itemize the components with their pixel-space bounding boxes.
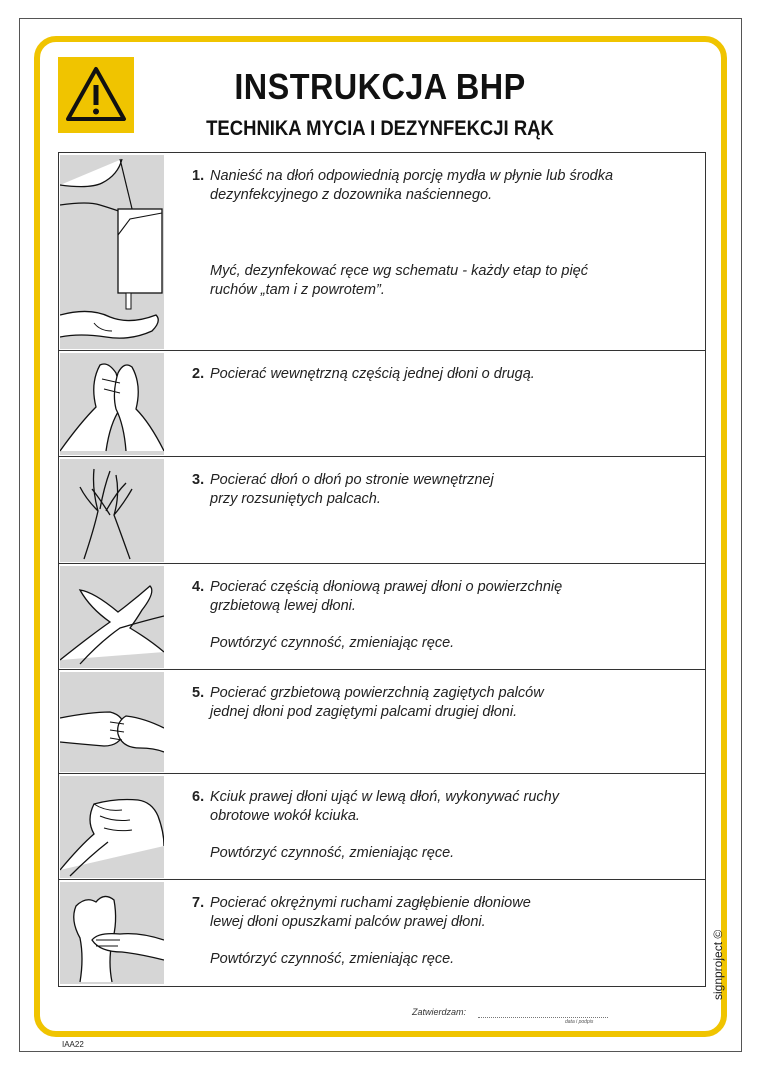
warning-triangle-icon: [58, 57, 134, 133]
step-row-5: [59, 670, 705, 774]
approve-label: Zatwierdzam:: [412, 1007, 467, 1017]
step-number: 3.: [192, 472, 205, 488]
palm-over-back-illustration: [60, 566, 164, 668]
dispenser-hands-illustration: [60, 155, 164, 349]
step-line: jednej dłoni pod zagiętymi palcami drugiej dłoni.: [210, 704, 518, 720]
step-line: Kciuk prawej dłoni ująć w lewą dłoń, wykonywać ruchy: [210, 789, 559, 805]
palm-to-palm-illustration: [60, 353, 164, 455]
step-text: [192, 684, 695, 722]
step-line: Pocierać wewnętrzną częścią jednej dłoni o drugą.: [210, 366, 535, 382]
step-text: [192, 578, 695, 653]
step-row-6: [59, 774, 705, 880]
step-extra-line: ruchów „tam i z powrotem”.: [210, 282, 385, 298]
step-extra-line: Myć, dezynfekować ręce wg schematu - każdy etap to pięć: [210, 263, 588, 279]
step-extra-line: Powtórzyć czynność, zmieniając ręce.: [210, 951, 455, 967]
step-line: obrotowe wokół kciuka.: [210, 808, 360, 824]
step-number: 1.: [192, 168, 205, 184]
signature-line: [478, 1017, 608, 1018]
step-line: lewej dłoni opuszkami palców prawej dłoni.: [210, 914, 486, 930]
interlaced-fingers-illustration: [60, 459, 164, 562]
step-line: Pocierać grzbietową powierzchnią zagiętych palców: [210, 685, 544, 701]
interlocked-fingers-illustration: [60, 672, 164, 772]
step-text: [192, 471, 695, 509]
step-number: 5.: [192, 685, 205, 701]
step-text: [192, 788, 695, 863]
step-number: 2.: [192, 366, 205, 382]
step-extra-line: Powtórzyć czynność, zmieniając ręce.: [210, 635, 455, 651]
step-extra-line: Powtórzyć czynność, zmieniając ręce.: [210, 845, 455, 861]
thumb-rotation-illustration: [60, 776, 164, 878]
step-line: Pocierać dłoń o dłoń po stronie wewnętrznej: [210, 472, 494, 488]
step-text: [192, 894, 695, 969]
step-line: Pocierać okrężnymi ruchami zagłębienie dłoniowe: [210, 895, 531, 911]
step-line: Pocierać częścią dłoniową prawej dłoni o powierzchnię: [210, 579, 563, 595]
step-row-4: [59, 564, 705, 670]
steps-table: [58, 152, 706, 987]
step-number: 4.: [192, 579, 205, 595]
brand-label: signproject ©: [711, 929, 725, 1000]
step-row-3: [59, 457, 705, 564]
step-line: dezynfekcyjnego z dozownika naściennego.: [210, 187, 493, 203]
step-line: grzbietową lewej dłoni.: [210, 598, 356, 614]
page-title: INSTRUKCJA BHP: [234, 66, 526, 107]
step-row-7: [59, 880, 705, 986]
step-text: [192, 167, 695, 300]
product-code: IAA22: [62, 1040, 84, 1049]
step-number: 6.: [192, 789, 205, 805]
step-number: 7.: [192, 895, 205, 911]
fingertips-palm-illustration: [60, 882, 164, 984]
step-text: [192, 365, 695, 384]
page-subtitle: TECHNIKA MYCIA I DEZYNFEKCJI RĄK: [206, 117, 554, 140]
step-line: Nanieść na dłoń odpowiednią porcję mydła w płynie lub środka: [210, 168, 614, 184]
step-row-2: [59, 351, 705, 457]
step-row-1: [59, 153, 705, 351]
step-line: przy rozsuniętych palcach.: [210, 491, 381, 507]
date-signature-label: data i podpis: [565, 1019, 594, 1025]
